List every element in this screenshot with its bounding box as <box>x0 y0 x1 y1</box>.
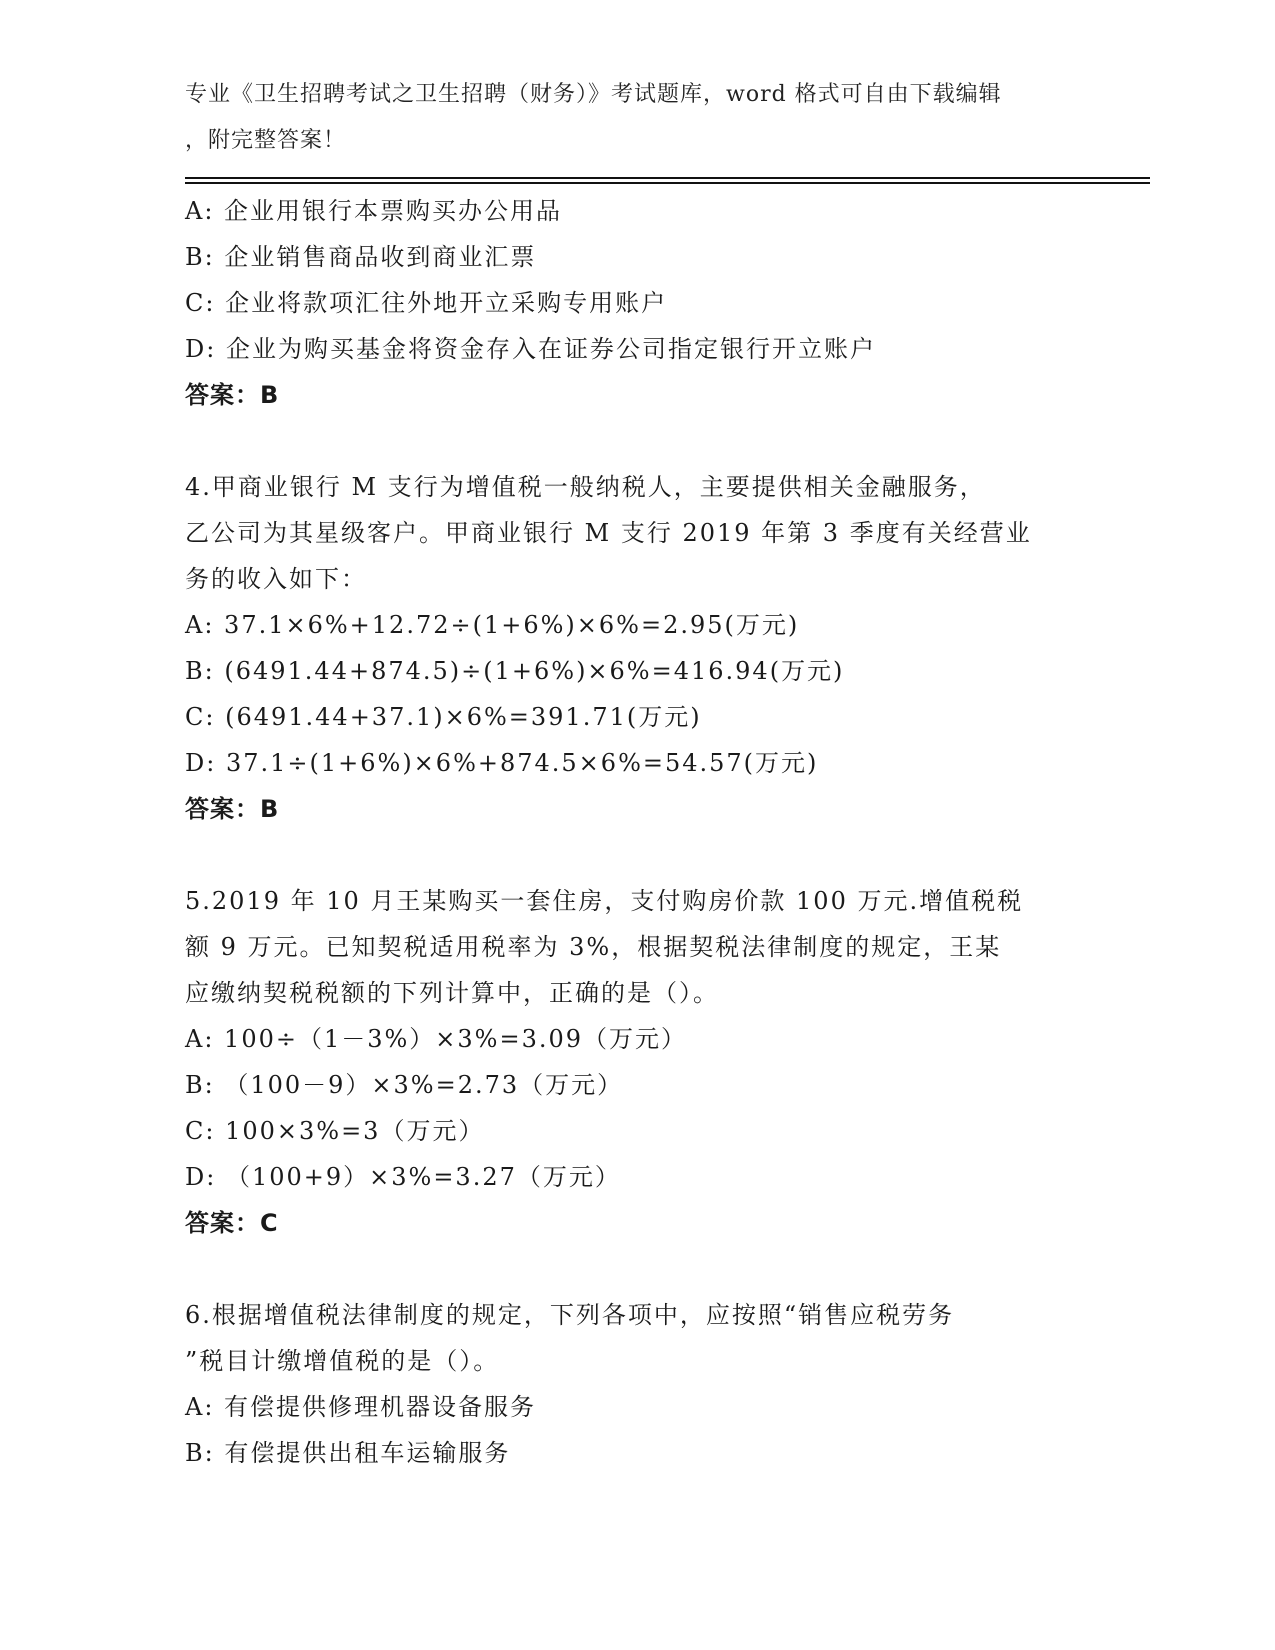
spacer <box>185 1246 1145 1292</box>
question-stem-line: 乙公司为其星级客户。甲商业银行 M 支行 2019 年第 3 季度有关经营业 <box>185 519 1032 547</box>
option-a: A: 有偿提供修理机器设备服务 <box>185 1393 537 1421</box>
header-rule-top <box>185 177 1150 179</box>
question-list <box>185 188 1145 1476</box>
header-rule-bottom <box>185 182 1150 184</box>
header-line-1: 专业《卫生招聘考试之卫生招聘（财务）》考试题库，word 格式可自由下载编辑 <box>185 82 1002 107</box>
option-a: A: 100÷（1－3%）×3%=3.09（万元） <box>185 1025 688 1053</box>
option-b: B: （100－9）×3%=2.73（万元） <box>185 1071 624 1099</box>
document-header <box>185 72 1065 164</box>
question-stem-line: ”税目计缴增值税的是（）。 <box>185 1347 500 1375</box>
question-stem-line: 5.2019 年 10 月王某购买一套住房，支付购房价款 100 万元.增值税税 <box>185 887 1024 915</box>
question-6 <box>185 1292 1145 1476</box>
option-a: A: 37.1×6%+12.72÷(1+6%)×6%=2.95(万元) <box>185 611 800 639</box>
option-c: C: (6491.44+37.1)×6%=391.71(万元) <box>185 703 702 731</box>
option-c: C: 100×3%=3（万元） <box>185 1117 485 1145</box>
question-stem-line: 6.根据增值税法律制度的规定，下列各项中，应按照“销售应税劳务 <box>185 1301 955 1329</box>
option-b: B: 企业销售商品收到商业汇票 <box>185 243 537 271</box>
question-3 <box>185 188 1145 418</box>
spacer <box>185 418 1145 464</box>
header-line-2: ，附完整答案！ <box>185 128 347 153</box>
question-stem-line: 务的收入如下： <box>185 565 367 593</box>
question-stem-line: 应缴纳契税税额的下列计算中，正确的是（）。 <box>185 979 719 1007</box>
answer: 答案：B <box>185 795 280 823</box>
answer: 答案：B <box>185 381 280 409</box>
question-5 <box>185 878 1145 1246</box>
question-stem-line: 额 9 万元。已知契税适用税率为 3%，根据契税法律制度的规定，王某 <box>185 933 1002 961</box>
option-b: B: (6491.44+874.5)÷(1+6%)×6%=416.94(万元) <box>185 657 845 685</box>
spacer <box>185 832 1145 878</box>
option-c: C: 企业将款项汇往外地开立采购专用账户 <box>185 289 668 317</box>
option-d: D: 37.1÷(1+6%)×6%+874.5×6%=54.57(万元) <box>185 749 819 777</box>
option-d: D: （100+9）×3%=3.27（万元） <box>185 1163 621 1191</box>
question-stem-line: 4.甲商业银行 M 支行为增值税一般纳税人，主要提供相关金融服务， <box>185 473 986 501</box>
question-4 <box>185 464 1145 832</box>
option-a: A: 企业用银行本票购买办公用品 <box>185 197 563 225</box>
option-d: D: 企业为购买基金将资金存入在证券公司指定银行开立账户 <box>185 335 876 363</box>
answer: 答案：C <box>185 1209 279 1237</box>
option-b: B: 有偿提供出租车运输服务 <box>185 1439 511 1467</box>
